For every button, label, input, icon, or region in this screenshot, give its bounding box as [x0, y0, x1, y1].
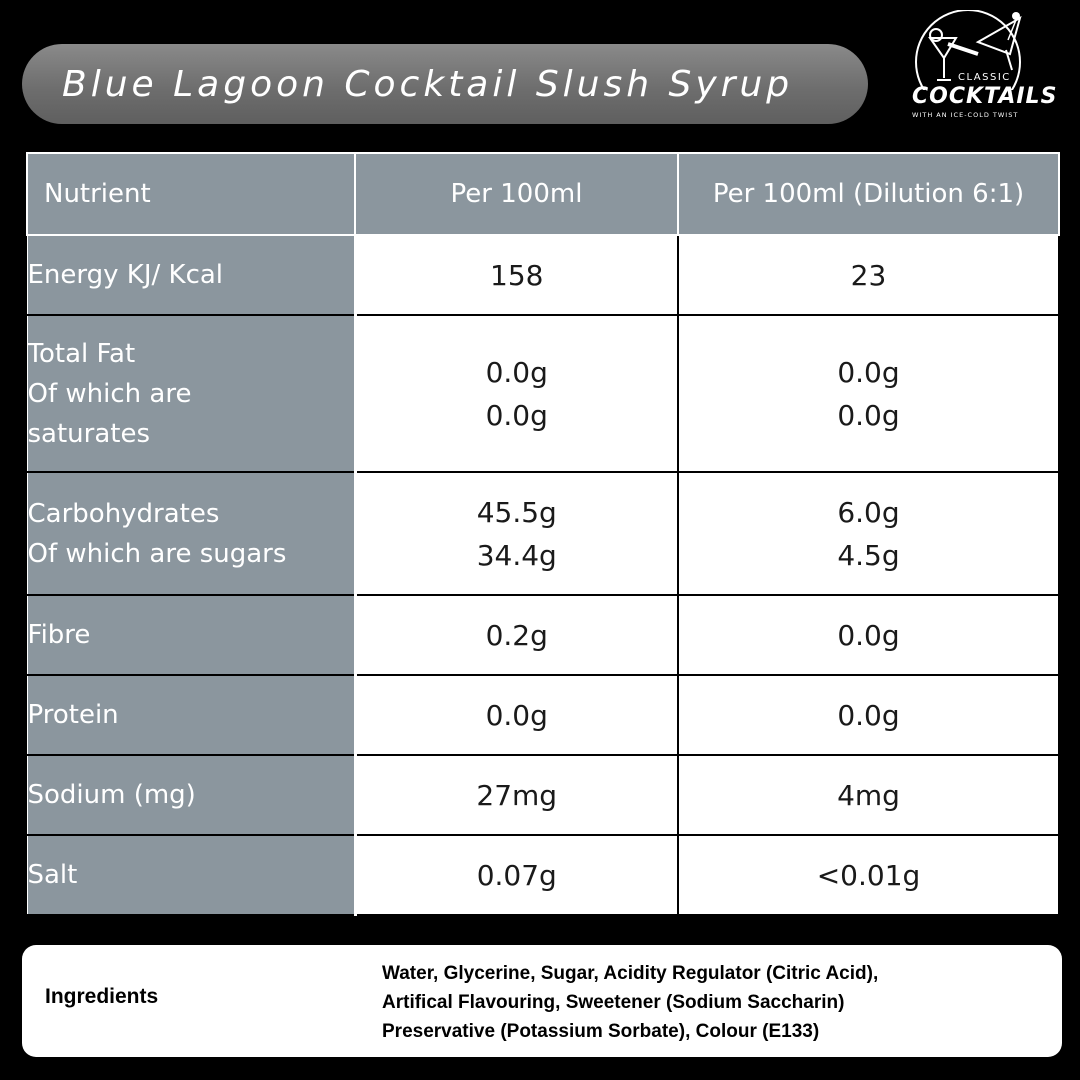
ingredients-line: Artifical Flavouring, Sweetener (Sodium Saccharin) [382, 992, 845, 1013]
row-label [27, 472, 355, 595]
label-line: Protein [27, 700, 119, 730]
row-label [27, 315, 355, 472]
per-100ml-value [355, 755, 678, 835]
value-line: 34.4g [476, 538, 557, 572]
brand-logo [908, 10, 1058, 130]
header-per-100ml-diluted: Per 100ml (Dilution 6:1) [678, 153, 1059, 235]
value-line: 0.0g [485, 355, 548, 389]
ingredients-panel [22, 945, 1062, 1057]
nutrition-table [26, 152, 1060, 916]
table-row [27, 472, 1059, 595]
per-100ml-value [355, 595, 678, 675]
per-100ml-value [355, 315, 678, 472]
per-100ml-value [355, 835, 678, 915]
row-label [27, 235, 355, 315]
logo-brand-text: COCKTAILS [912, 84, 1058, 109]
per-100ml-value [355, 235, 678, 315]
ingredients-label: Ingredients [45, 985, 159, 1008]
value-line: <0.01g [816, 858, 921, 892]
diluted-value [678, 315, 1059, 472]
row-label [27, 675, 355, 755]
row-label [27, 755, 355, 835]
value-line: 0.07g [476, 858, 557, 892]
value-line: 0.2g [485, 618, 548, 652]
label-line: Salt [27, 860, 78, 890]
ingredients-line: Water, Glycerine, Sugar, Acidity Regulator (Citric Acid), [382, 963, 879, 984]
logo-tagline: WITH AN ICE-COLD TWIST [912, 111, 1019, 119]
logo-classic-text: CLASSIC [958, 72, 1011, 83]
value-line: 0.0g [837, 398, 900, 432]
label-line: Of which are sugars [27, 538, 287, 569]
value-line: 4mg [837, 778, 900, 812]
table-row [27, 675, 1059, 755]
header-per-100ml: Per 100ml [355, 153, 678, 235]
value-line: 23 [850, 258, 887, 292]
page-title: Blue Lagoon Cocktail Slush Syrup [62, 63, 794, 105]
table-row [27, 315, 1059, 472]
table-row [27, 755, 1059, 835]
label-line: Energy KJ/ Kcal [27, 260, 224, 290]
label-line: Of which are [27, 378, 192, 409]
header-nutrient: Nutrient [27, 153, 355, 235]
table-row [27, 595, 1059, 675]
per-100ml-value [355, 472, 678, 595]
diluted-value [678, 595, 1059, 675]
value-line: 0.0g [837, 355, 900, 389]
ingredients-line: Preservative (Potassium Sorbate), Colour (E133) [382, 1021, 820, 1042]
title-banner [22, 44, 868, 124]
table-row [27, 235, 1059, 315]
value-line: 0.0g [837, 618, 900, 652]
value-line: 0.0g [485, 698, 548, 732]
value-line: 45.5g [476, 495, 557, 529]
per-100ml-value [355, 675, 678, 755]
diluted-value [678, 835, 1059, 915]
row-label [27, 835, 355, 915]
label-line: Sodium (mg) [27, 780, 196, 810]
value-line: 158 [490, 258, 544, 292]
table-header-row [27, 153, 1059, 235]
label-line: Fibre [27, 620, 91, 650]
value-line: 4.5g [837, 538, 900, 572]
table-row [27, 835, 1059, 915]
diluted-value [678, 675, 1059, 755]
value-line: 27mg [476, 778, 558, 812]
value-line: 6.0g [837, 495, 900, 529]
label-line: saturates [27, 418, 151, 449]
diluted-value [678, 472, 1059, 595]
diluted-value [678, 235, 1059, 315]
diluted-value [678, 755, 1059, 835]
value-line: 0.0g [485, 398, 548, 432]
label-line: Total Fat [27, 338, 136, 369]
value-line: 0.0g [837, 698, 900, 732]
label-line: Carbohydrates [27, 498, 220, 529]
ingredients-text [382, 959, 1042, 1046]
row-label [27, 595, 355, 675]
